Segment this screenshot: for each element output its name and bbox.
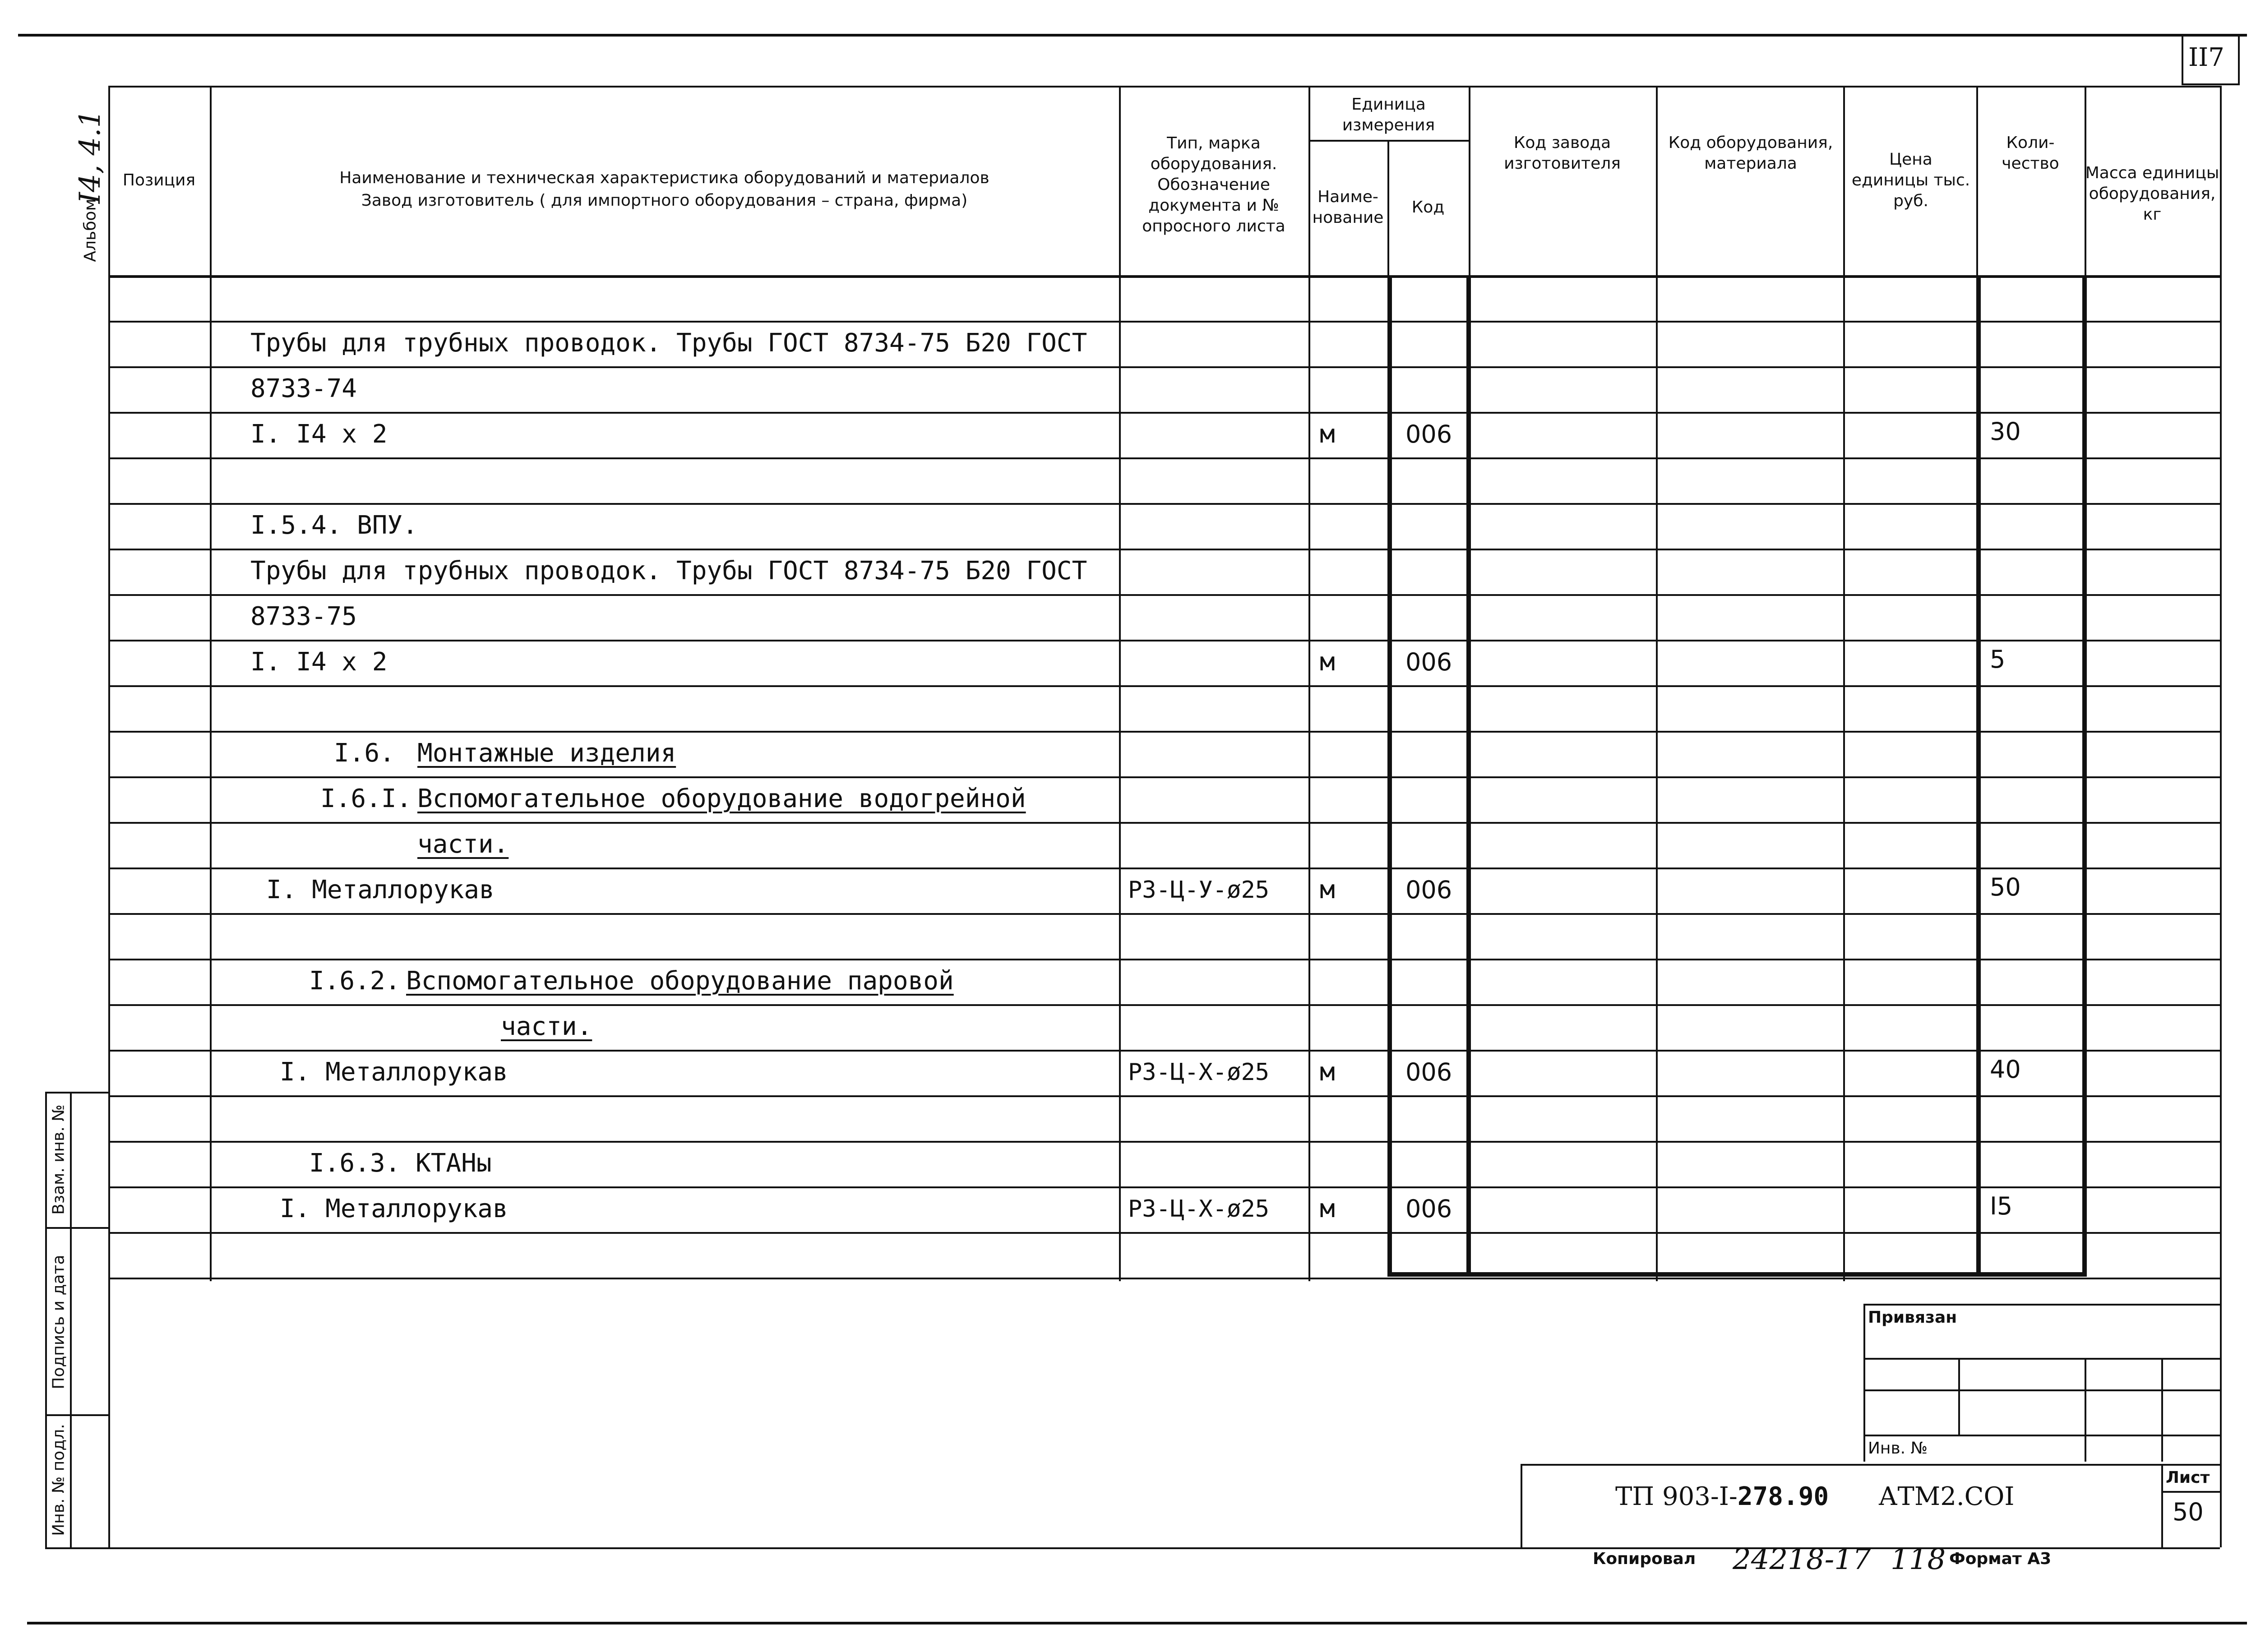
item-name: I.6.3. КТАНы bbox=[309, 1149, 492, 1178]
handwritten-number-2: 118 bbox=[1891, 1543, 1946, 1576]
item-name: I. Металлорукав bbox=[266, 875, 495, 904]
item-type: Р3-Ц-У-ø25 bbox=[1128, 877, 1270, 904]
item-code: 006 bbox=[1405, 648, 1452, 676]
side-stamp-div1 bbox=[45, 1227, 108, 1229]
page-box-bottom bbox=[2182, 83, 2240, 85]
table-left-border bbox=[108, 86, 110, 1547]
item-name: части. bbox=[501, 1012, 592, 1041]
item-name: Трубы для трубных проводок. Трубы ГОСТ 8734-75 Б20 ГОСТ bbox=[250, 328, 1087, 358]
item-name: 8733-74 bbox=[250, 374, 357, 403]
privyazan-col1 bbox=[1958, 1358, 1960, 1435]
header-unit-code: Код bbox=[1411, 198, 1445, 217]
thick-left bbox=[1387, 275, 1392, 1277]
row-divider bbox=[108, 1278, 2220, 1279]
podpis-label: Подпись и дата bbox=[49, 1255, 68, 1389]
item-quantity: 30 bbox=[1990, 417, 2021, 446]
header-unit-group: Единица измерения bbox=[1342, 95, 1435, 134]
item-unit: м bbox=[1320, 1057, 1335, 1087]
privyazan-left bbox=[1863, 1304, 1865, 1462]
item-name: Монтажные изделия bbox=[417, 738, 676, 768]
section-number: I.6.2. bbox=[309, 966, 401, 996]
header-name-line2: Завод изготовитель ( для импортного оборудования – страна, фирма) bbox=[361, 191, 968, 210]
item-unit: м bbox=[1320, 420, 1335, 449]
thick-qty-right bbox=[2082, 275, 2087, 1277]
item-unit: м bbox=[1320, 647, 1335, 677]
document-code bbox=[1615, 1482, 2015, 1511]
item-name: I. I4 x 2 bbox=[250, 420, 388, 449]
handwritten-number: 24218-17 bbox=[1733, 1543, 1871, 1576]
row-divider bbox=[108, 1095, 2220, 1097]
doc-code-suffix: АТМ2.СОI bbox=[1878, 1482, 2015, 1511]
header-position: Позиция bbox=[122, 171, 196, 189]
privyazan-top bbox=[1863, 1304, 2220, 1306]
row-divider bbox=[108, 412, 2220, 414]
item-code: 006 bbox=[1405, 420, 1452, 448]
privyazan-row1 bbox=[1863, 1358, 2220, 1360]
col-line-7 bbox=[1843, 86, 1845, 1281]
privyazan-label: Привязан bbox=[1868, 1308, 1957, 1327]
album-label: Альбом bbox=[81, 198, 100, 262]
item-quantity: I5 bbox=[1990, 1192, 2013, 1220]
header-top bbox=[108, 86, 2220, 88]
format-label: Формат А3 bbox=[1949, 1550, 2052, 1568]
item-name: I. I4 x 2 bbox=[250, 647, 388, 677]
section-number: I.6.I. bbox=[320, 784, 412, 813]
col-line-2 bbox=[1119, 86, 1121, 1281]
row-divider bbox=[108, 366, 2220, 368]
thick-code-right bbox=[1466, 275, 1471, 1277]
header-type: Тип, марка оборудования. Обозначение документа и № опросного листа bbox=[1142, 134, 1285, 235]
item-unit: м bbox=[1320, 1194, 1335, 1223]
item-name: Трубы для трубных проводок. Трубы ГОСТ 8734-75 Б20 ГОСТ bbox=[250, 556, 1087, 586]
row-divider bbox=[108, 913, 2220, 915]
item-quantity: 40 bbox=[1990, 1055, 2021, 1084]
row-divider bbox=[108, 503, 2220, 505]
item-type: Р3-Ц-Х-ø25 bbox=[1128, 1195, 1270, 1223]
side-stamp-mid bbox=[70, 1092, 72, 1547]
col-line-6 bbox=[1656, 86, 1658, 1281]
header-quantity: Коли- чество bbox=[2002, 134, 2059, 173]
row-divider bbox=[108, 594, 2220, 596]
table-right-border bbox=[2220, 86, 2222, 1547]
header-equipment-code: Код оборудования, материала bbox=[1668, 134, 1833, 173]
item-quantity: 5 bbox=[1990, 645, 2006, 674]
row-divider bbox=[108, 1004, 2220, 1006]
row-divider bbox=[108, 640, 2220, 641]
privyazan-row3 bbox=[1863, 1435, 2220, 1436]
item-code: 006 bbox=[1405, 1195, 1452, 1223]
section-number: I.6. bbox=[334, 738, 395, 768]
list-box-left bbox=[2161, 1464, 2163, 1547]
header-unit-name: Наиме- нование bbox=[1312, 188, 1384, 227]
title-block-top bbox=[1521, 1464, 2220, 1466]
header-price: Цена единицы тыс. руб. bbox=[1851, 150, 1970, 210]
privyazan-col2 bbox=[2085, 1358, 2086, 1462]
header-bottom bbox=[108, 275, 2220, 278]
page-number: II7 bbox=[2188, 43, 2224, 72]
item-name: I. Металлорукав bbox=[280, 1057, 508, 1087]
doc-code-number: 278.90 bbox=[1737, 1482, 1829, 1511]
privyazan-col3 bbox=[2161, 1358, 2163, 1462]
title-block-left bbox=[1521, 1464, 1522, 1547]
item-type: Р3-Ц-Х-ø25 bbox=[1128, 1059, 1270, 1086]
privyazan-row2 bbox=[1863, 1389, 2220, 1391]
row-divider bbox=[108, 1232, 2220, 1234]
list-label: Лист bbox=[2166, 1468, 2210, 1487]
thick-bottom bbox=[1387, 1272, 2087, 1277]
col-line-1 bbox=[210, 86, 212, 1281]
item-name: I. Металлорукав bbox=[280, 1194, 508, 1223]
bottom-border bbox=[27, 1622, 2247, 1624]
item-code: 006 bbox=[1405, 1058, 1452, 1086]
item-name: части. bbox=[417, 830, 509, 859]
vzam-inv-label: Взам. инв. № bbox=[49, 1104, 68, 1215]
list-box-divider bbox=[2161, 1491, 2220, 1493]
page-box-left bbox=[2182, 34, 2183, 83]
list-value: 50 bbox=[2173, 1498, 2204, 1526]
header-mass: Масса единицы оборудования, кг bbox=[2085, 164, 2219, 224]
row-divider bbox=[108, 457, 2220, 459]
item-quantity: 50 bbox=[1990, 873, 2021, 901]
item-code: 006 bbox=[1405, 876, 1452, 904]
item-name: 8733-75 bbox=[250, 602, 357, 631]
inv-podl-label: Инв. № подл. bbox=[49, 1424, 68, 1536]
doc-code-prefix: ТП 903-I- bbox=[1615, 1482, 1738, 1511]
header-name-line1: Наименование и техническая характеристика оборудований и материалов bbox=[339, 169, 989, 187]
inv-no-label: Инв. № bbox=[1868, 1439, 1928, 1458]
item-name: Вспомогательное оборудование водогрейной bbox=[417, 784, 1026, 813]
item-name: I.5.4. ВПУ. bbox=[250, 511, 418, 540]
header-factory-code: Код завода изготовителя bbox=[1504, 134, 1621, 173]
row-divider bbox=[108, 685, 2220, 687]
kopiroval-label: Копировал bbox=[1593, 1550, 1696, 1568]
thick-qty-left bbox=[1976, 275, 1981, 1277]
side-stamp-left bbox=[45, 1092, 47, 1547]
item-name: Вспомогательное оборудование паровой bbox=[406, 966, 954, 996]
page-box-right bbox=[2238, 34, 2240, 83]
item-unit: м bbox=[1320, 875, 1335, 904]
album-handwritten: I4, 4.1 bbox=[74, 109, 107, 204]
top-border bbox=[18, 34, 2247, 37]
